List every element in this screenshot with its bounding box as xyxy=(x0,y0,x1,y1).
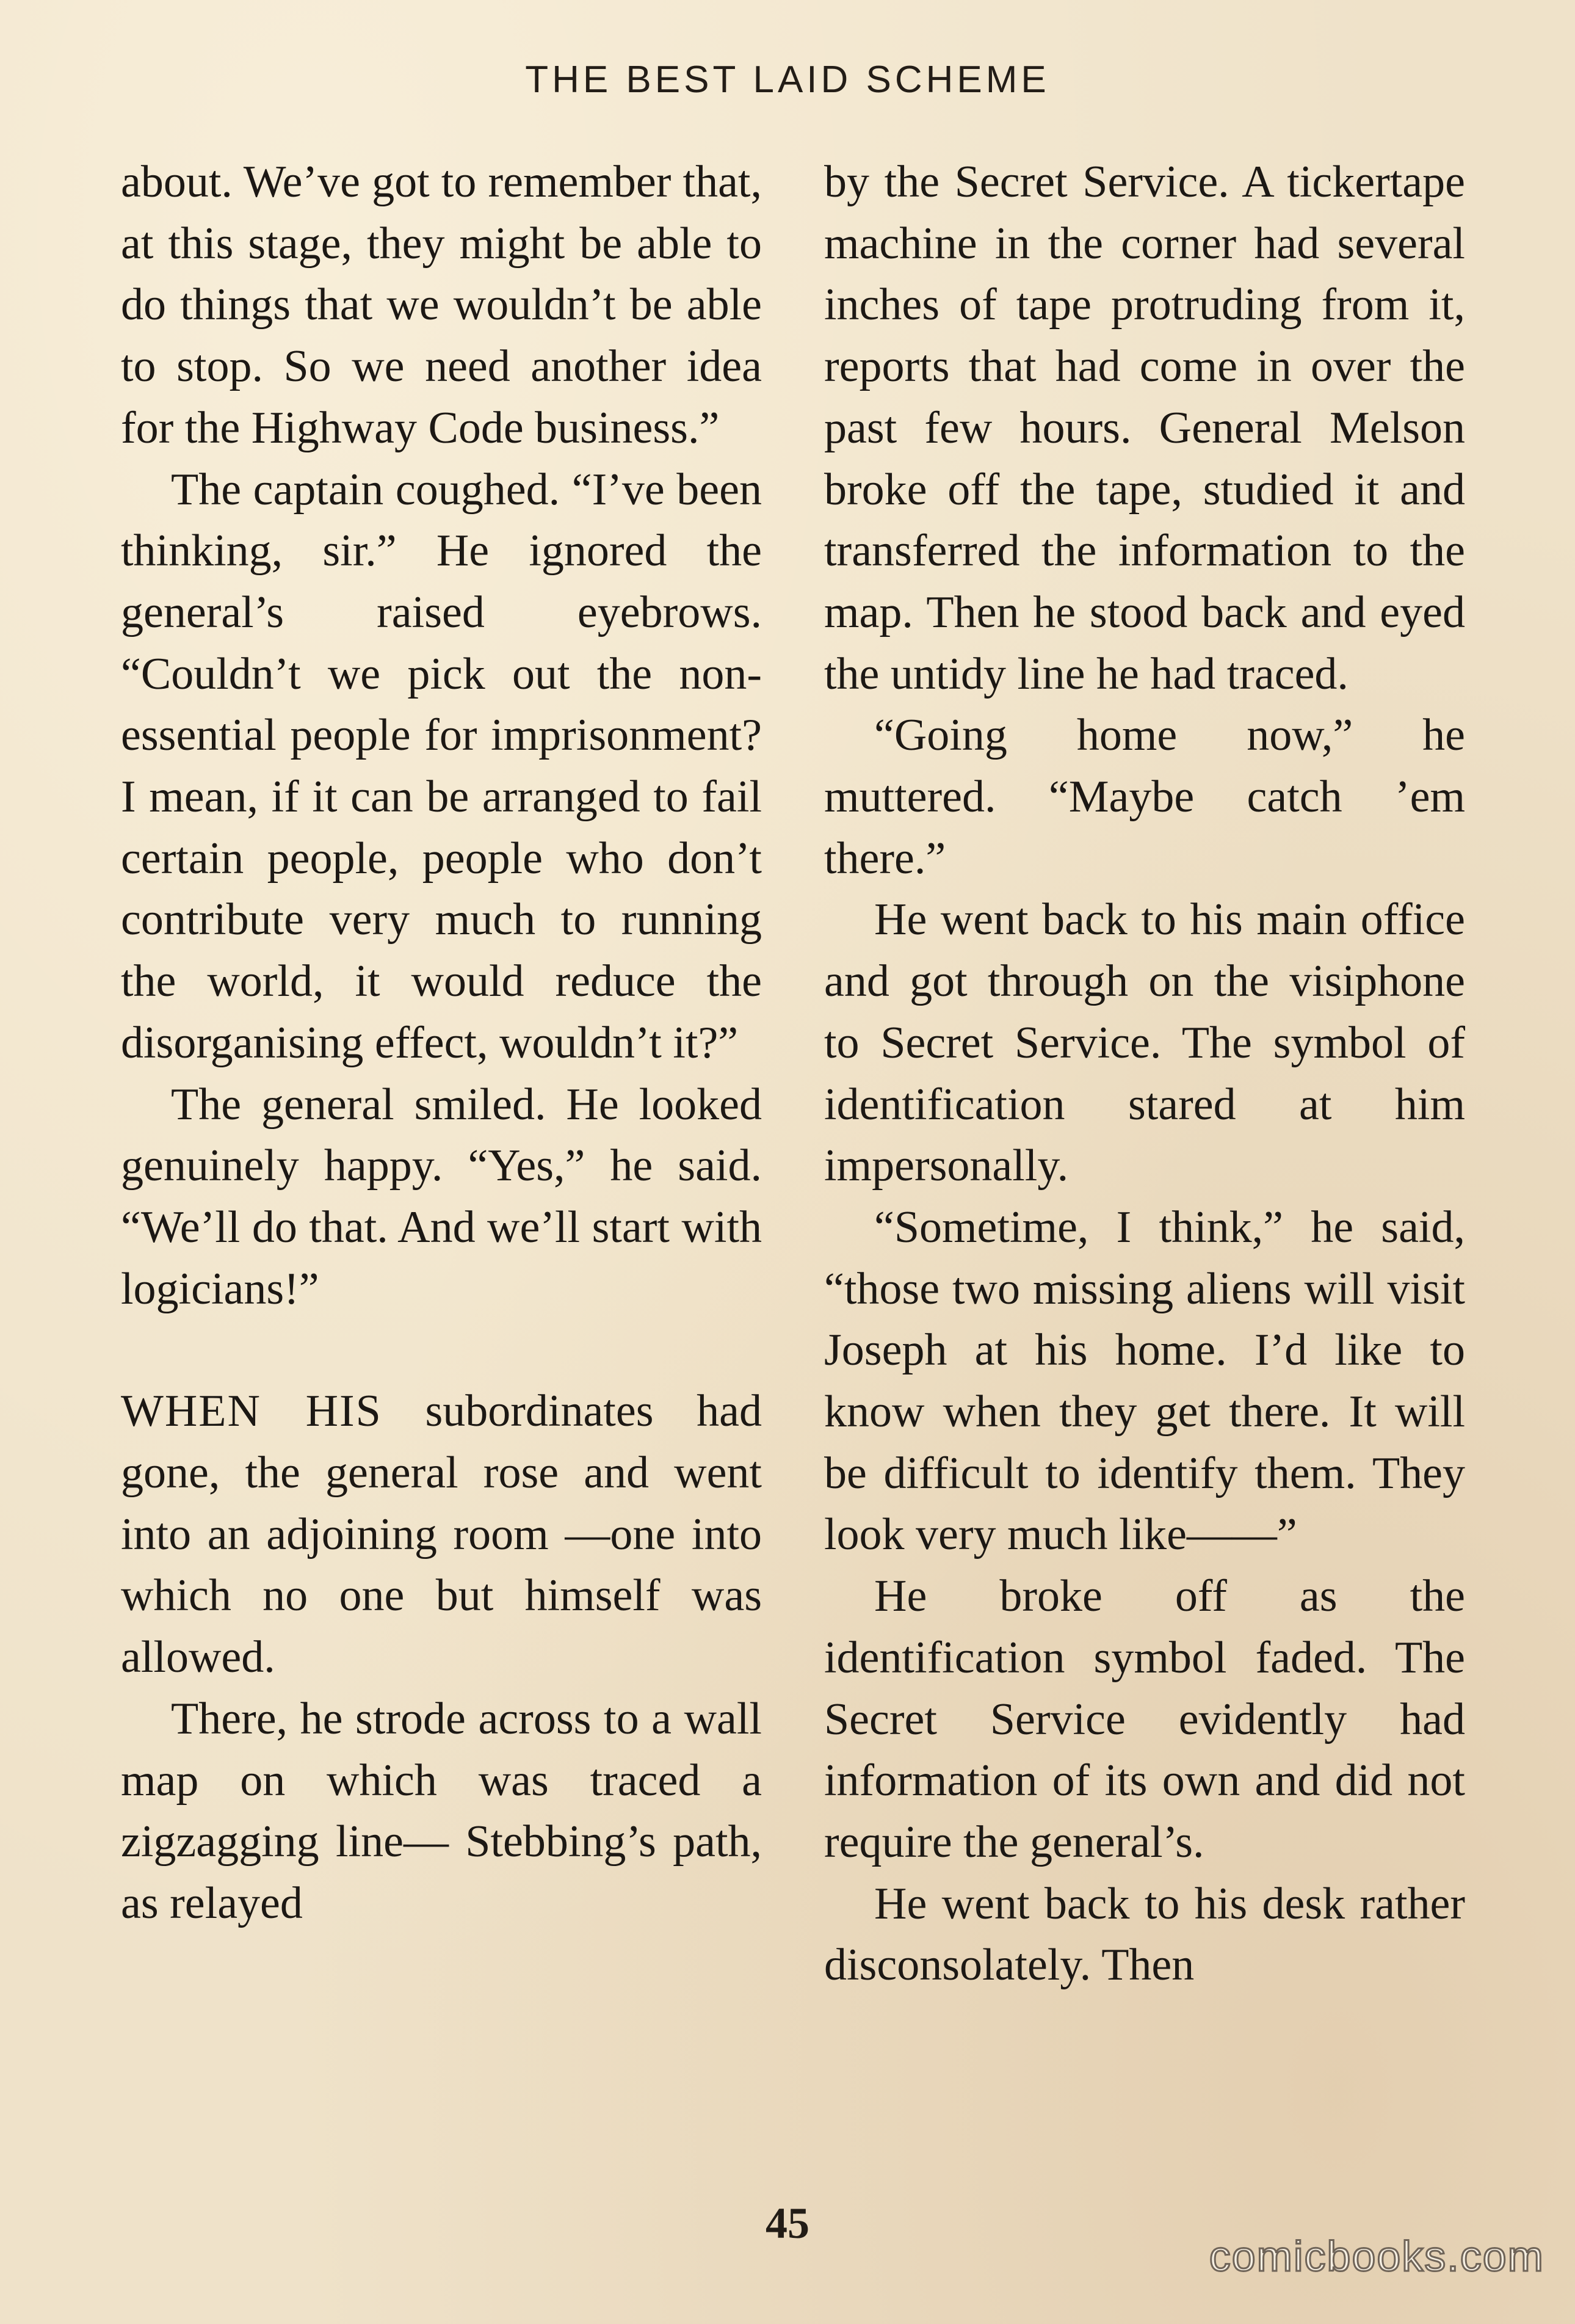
paragraph: by the Secret Service. A tickertape machine in the corner had several inches of tape protruding from it, reports that had come in over the past few hours. General Melson broke off the tape, studied it and transferred the information to the map. Then he stood back and eyed the untidy line he had traced. xyxy=(824,157,1465,699)
site-watermark: comicbooks.com xyxy=(1209,2232,1544,2280)
paragraph xyxy=(121,1381,762,1688)
paragraph: The captain coughed. “I’ve been thinking, sir.” He ignored the general’s raised eyebrows. “Couldn’t we pick out the non-essential people for imprisonment? I mean, if it can be arranged to fail certain people, people who don’t contribute very much to running the world, it would reduce the disorganising effect, wouldn’t it?” xyxy=(121,464,762,1068)
paragraph: “Sometime, I think,” he said, “those two missing aliens will visit Joseph at his home. I’d like to know when they get there. It will be difficult to identify them. They look very much like——” xyxy=(824,1202,1465,1560)
page-number: 45 xyxy=(766,2199,809,2248)
paragraph: about. We’ve got to remember that, at this stage, they might be able to do things that we wouldn’t be able to stop. So we need another idea for the Highway Code business.” xyxy=(121,157,762,453)
right-column xyxy=(824,151,1465,1996)
paragraph: He went back to his main office and got through on the visiphone to Secret Service. The symbol of identification stared at him impersonally. xyxy=(824,895,1465,1191)
paragraph-text: subordinates had gone, the general rose and went into an adjoining room —one into which no one but himself was allowed. xyxy=(121,1386,762,1683)
paragraph: There, he strode across to a wall map on which was traced a zigzagging line— Stebbing’s path, as relayed xyxy=(121,1693,762,1928)
running-title: THE BEST LAID SCHEME xyxy=(525,59,1050,101)
paragraph: “Going home now,” he muttered. “Maybe catch ’em there.” xyxy=(824,710,1465,884)
section-break xyxy=(121,1320,762,1381)
paragraph: He went back to his desk rather disconsolately. Then xyxy=(824,1878,1465,1991)
paragraph: The general smiled. He looked genuinely happy. “Yes,” he said. “We’ll do that. And we’ll start with logicians!” xyxy=(121,1079,762,1314)
small-caps-lead: WHEN HIS xyxy=(121,1386,382,1437)
paragraph: He broke off as the identification symbol faded. The Secret Service evidently had information of its own and did not require the general’s. xyxy=(824,1571,1465,1867)
left-column xyxy=(121,151,762,1934)
